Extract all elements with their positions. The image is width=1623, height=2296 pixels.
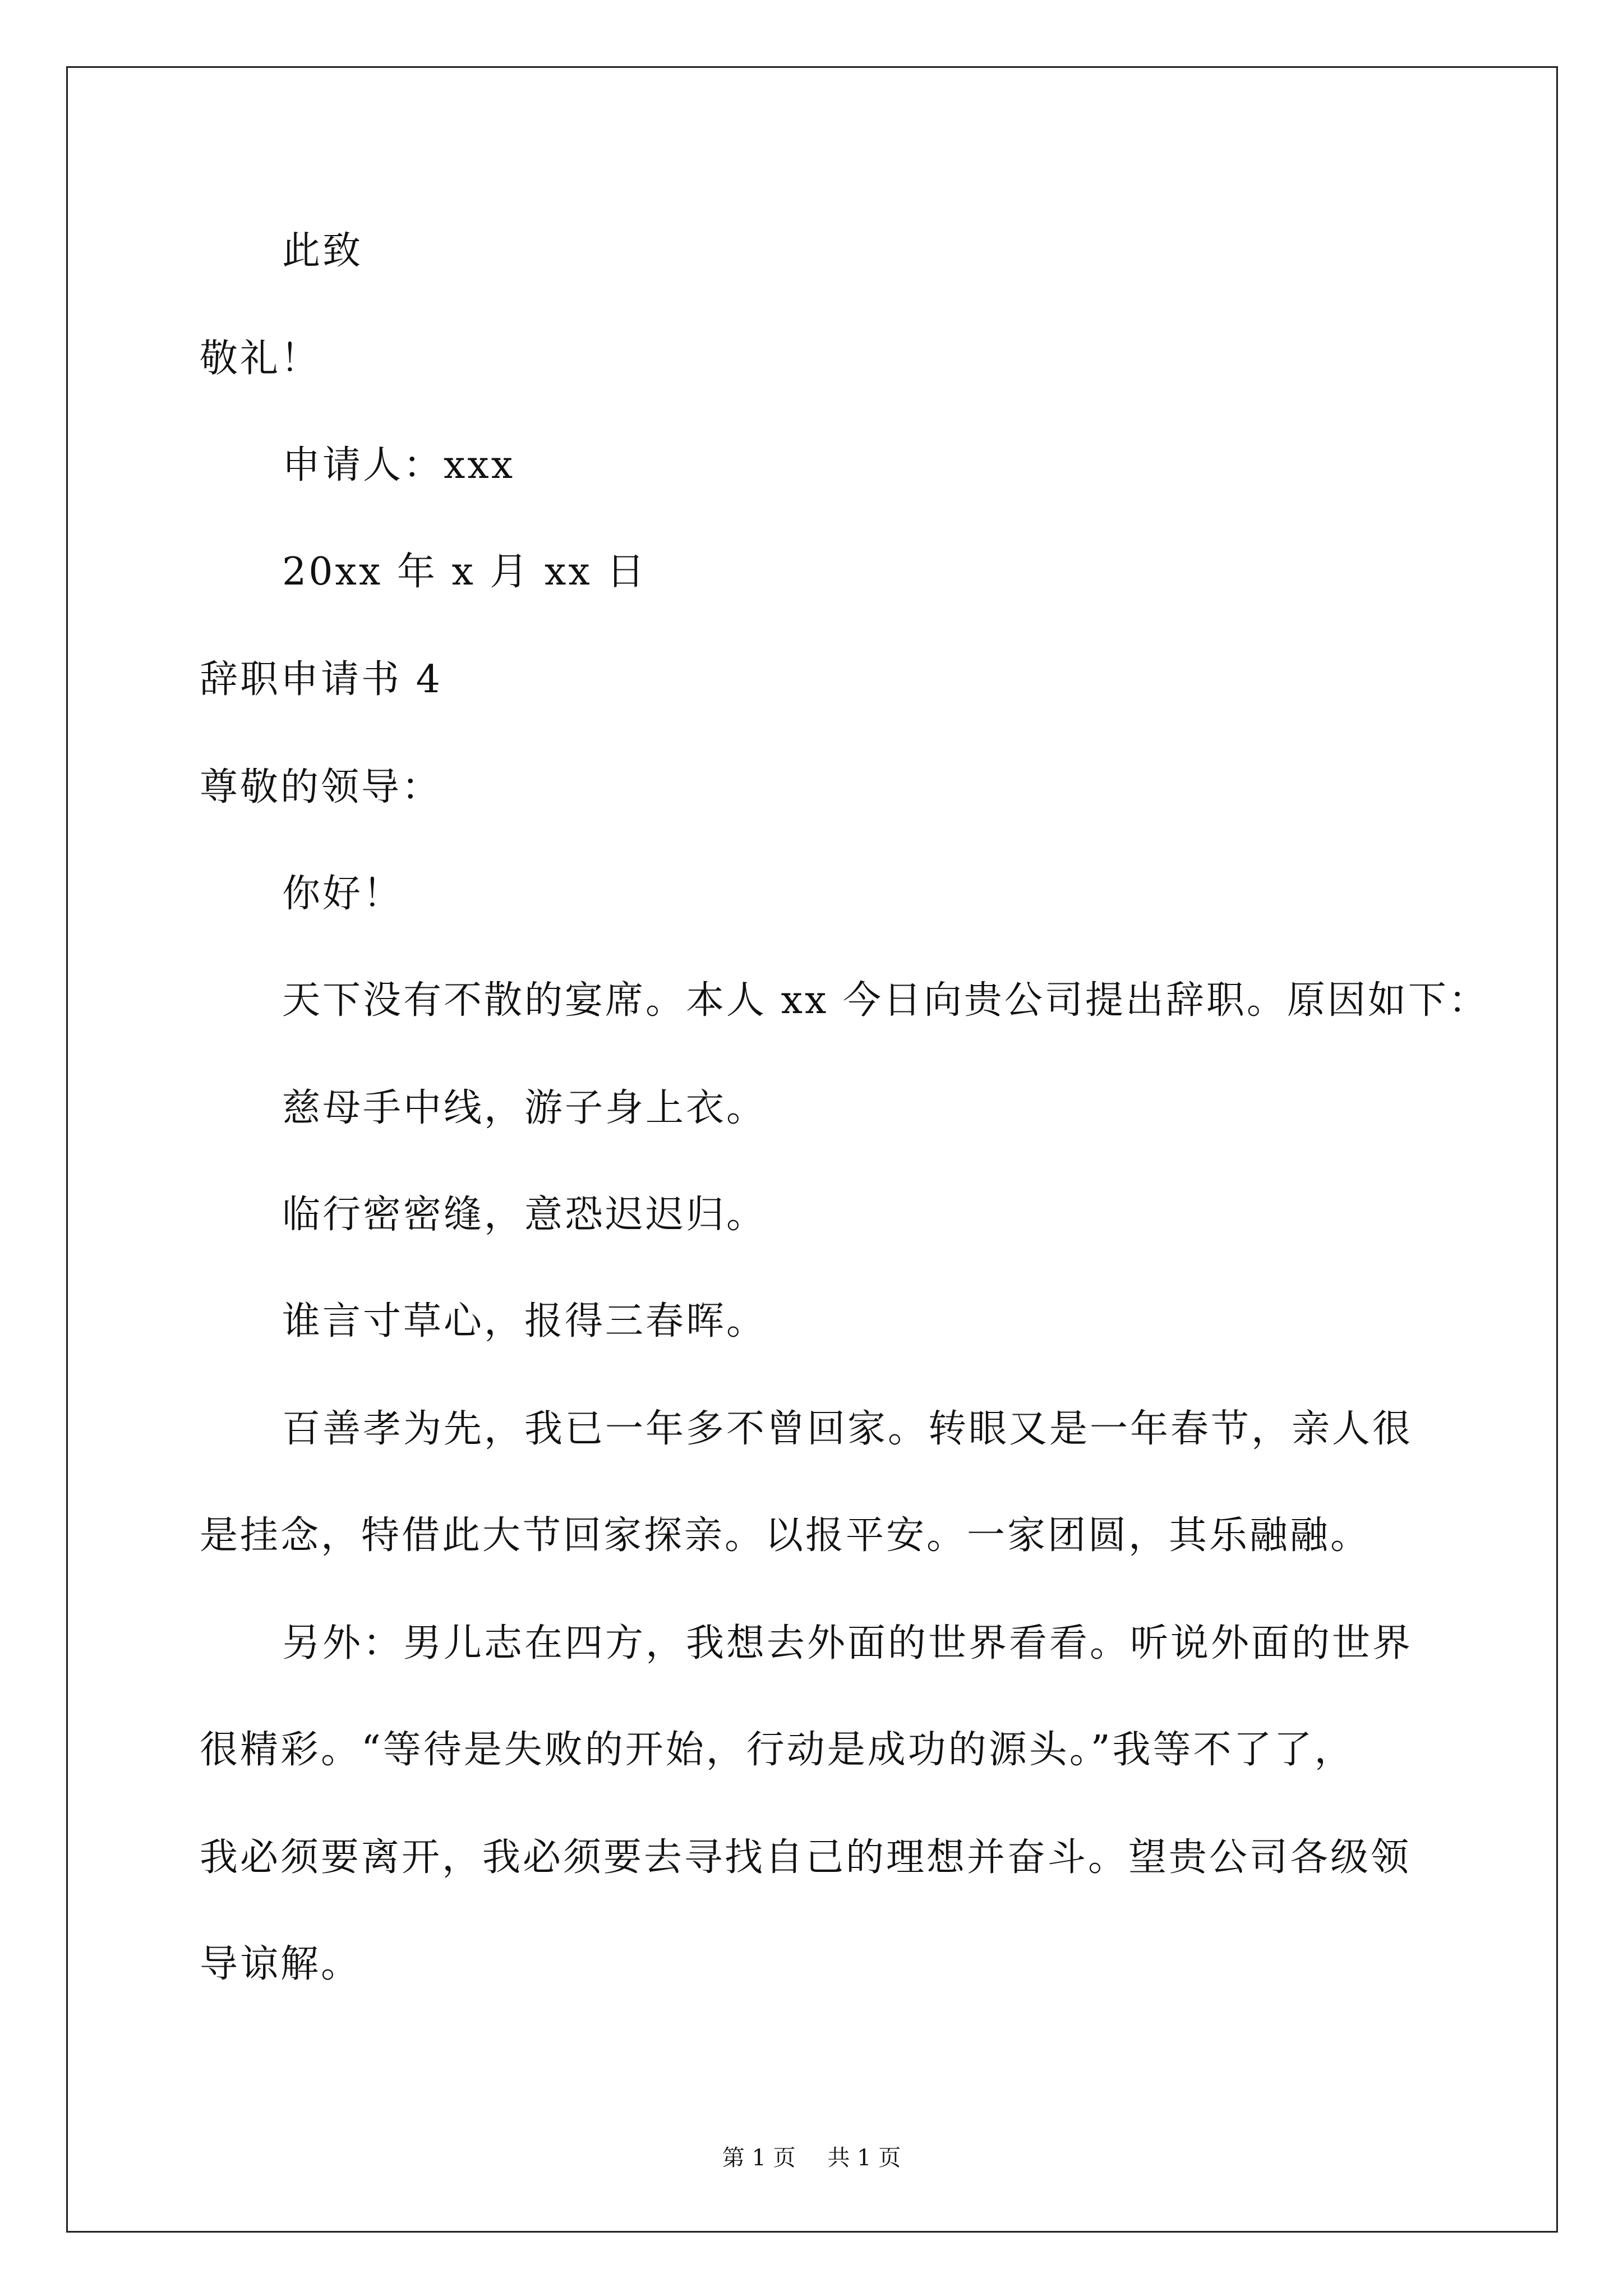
applicant-line: 申请人：xxx	[282, 443, 515, 487]
body-line: 是挂念，特借此大节回家探亲。以报平安。一家团圆，其乐融融。	[200, 1513, 1371, 1558]
page-total: 共 1 页	[827, 2145, 901, 2171]
addressee-line: 尊敬的领导：	[200, 765, 442, 809]
salutation-line: 敬礼！	[200, 337, 321, 381]
greeting-line: 你好！	[282, 872, 404, 916]
date-line: 20xx 年 x 月 xx 日	[282, 550, 647, 594]
closing-line: 此致	[282, 229, 363, 273]
body-line: 很精彩。“等待是失败的开始，行动是成功的源头。”我等不了了，	[200, 1728, 1355, 1772]
body-line: 另外：男儿志在四方，我想去外面的世界看看。听说外面的世界	[282, 1621, 1413, 1665]
poem-line: 慈母手中线，游子身上衣。	[282, 1086, 767, 1130]
page-number: 第 1 页	[722, 2145, 796, 2171]
page-border	[66, 66, 1558, 2233]
body-line: 百善孝为先，我已一年多不曾回家。转眼又是一年春节，亲人很	[282, 1407, 1413, 1451]
body-line: 导谅解。	[200, 1942, 362, 1986]
poem-line: 谁言寸草心，报得三春晖。	[282, 1299, 767, 1343]
body-line: 我必须要离开，我必须要去寻找自己的理想并奋斗。望贵公司各级领	[200, 1835, 1412, 1880]
poem-line: 临行密密缝，意恐迟迟归。	[282, 1193, 767, 1237]
section-title: 辞职申请书 4	[200, 657, 442, 702]
body-line: 天下没有不散的宴席。本人 xx 今日向贵公司提出辞职。原因如下：	[282, 978, 1489, 1023]
page-footer	[0, 2144, 1623, 2172]
